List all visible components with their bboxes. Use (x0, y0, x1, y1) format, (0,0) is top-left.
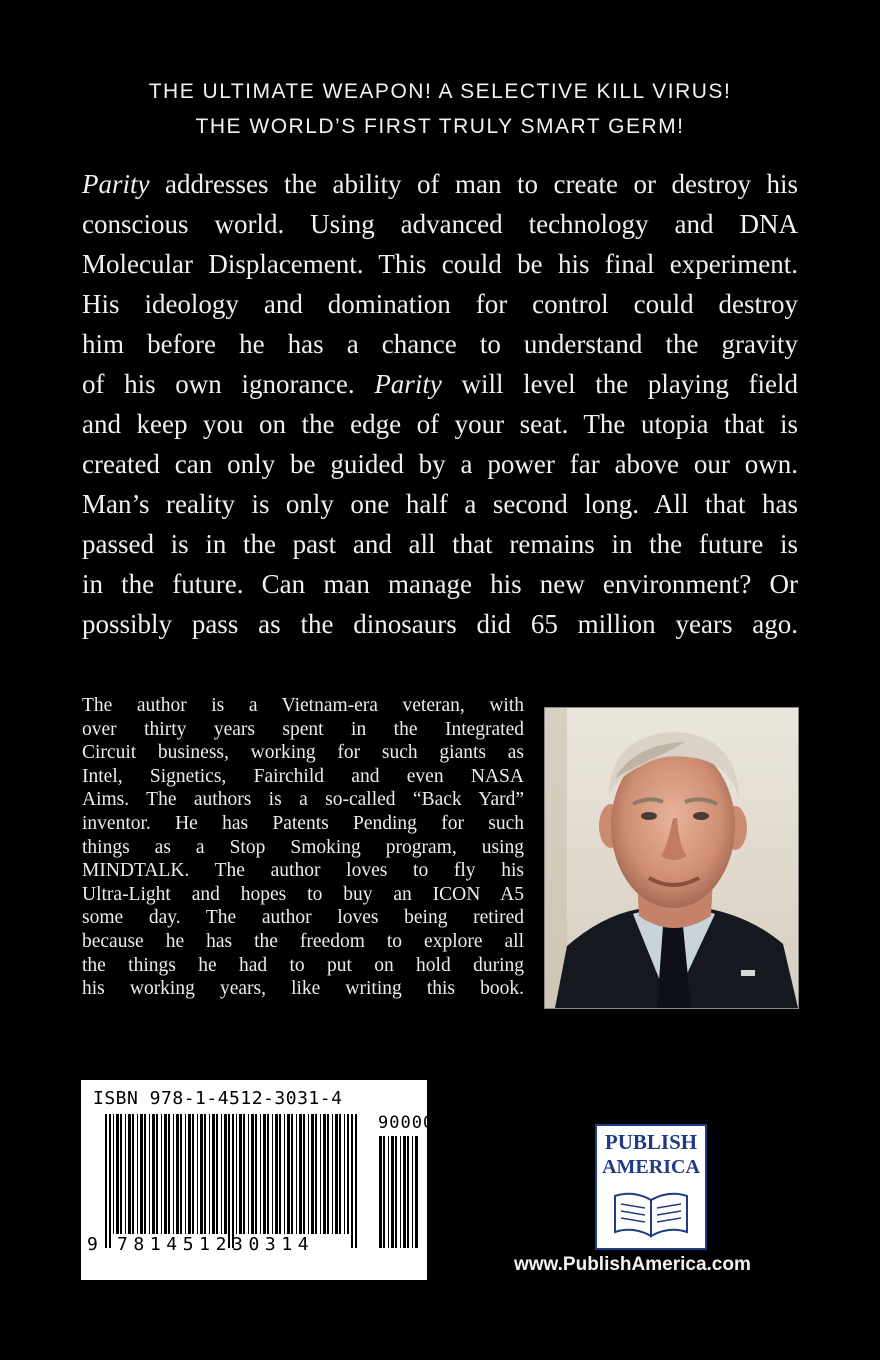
barcode-bar (239, 1114, 242, 1234)
barcode-bar (267, 1114, 269, 1234)
book-title-italic: Parity (374, 369, 442, 399)
publisher-logo (595, 1124, 707, 1250)
open-book-icon (611, 1186, 691, 1240)
barcode-bar (209, 1114, 210, 1234)
barcode-bar (308, 1114, 309, 1234)
barcode-bar (303, 1114, 305, 1234)
barcode-bar (132, 1114, 134, 1234)
price-addon-digits: 90000 (378, 1113, 435, 1133)
blurb-line: possibly pass as the dinosaurs did 65 million years ago. (82, 609, 798, 639)
book-blurb (82, 164, 798, 644)
blurb-line: of his own ignorance. Parity will level the playing field (82, 369, 798, 399)
barcode-bar (197, 1114, 198, 1234)
bio-line: Intel, Signetics, Fairchild and even NASA (82, 765, 524, 787)
barcode-bar (144, 1114, 146, 1234)
barcode-bar (149, 1114, 150, 1234)
barcode-guard-bar (109, 1114, 111, 1248)
bio-line: Ultra-Light and hopes to buy an ICON A5 (82, 883, 524, 905)
blurb-line: Molecular Displacement. This could be his final experiment. (82, 249, 798, 279)
barcode-bar (113, 1114, 114, 1234)
barcode-bar (287, 1114, 290, 1234)
headline-line-1: THE ULTIMATE WEAPON! A SELECTIVE KILL VIRUS! (148, 80, 732, 103)
barcode-bar (379, 1136, 382, 1248)
barcode-bar (291, 1114, 293, 1234)
isbn-label: ISBN 978-1-4512-3031-4 (93, 1088, 343, 1109)
book-title-italic: Parity (82, 169, 150, 199)
barcode-bar (400, 1136, 401, 1248)
bio-line: Aims. The authors is a so-called “Back Yard” (82, 789, 524, 811)
barcode-bar (156, 1114, 158, 1234)
barcode-bar (299, 1114, 302, 1234)
logo-word-publish: PUBLISH (604, 1130, 698, 1154)
barcode-bar (216, 1114, 218, 1234)
blurb-line: His ideology and domination for control could destroy (82, 289, 798, 319)
bio-line: the things he had to put on hold during (82, 954, 524, 976)
barcode-bar (236, 1114, 237, 1234)
barcode-bar (347, 1114, 349, 1234)
ean-first-digit: 9 (87, 1234, 98, 1255)
barcode-bar (344, 1114, 345, 1234)
barcode-bar (260, 1114, 261, 1234)
bio-line: things as a Stop Smoking program, using (82, 836, 524, 858)
isbn-barcode (81, 1080, 435, 1280)
barcode-bar (403, 1136, 406, 1248)
barcode-bar (161, 1114, 162, 1234)
barcode-bar (200, 1114, 203, 1234)
blurb-line: created can only be guided by a power far above our own. (82, 449, 798, 479)
barcode-bar (296, 1114, 297, 1234)
barcode-bar (137, 1114, 138, 1234)
blurb-line: him before he has a chance to understand the gravity (82, 329, 798, 359)
blurb-line: and keep you on the edge of your seat. The utopia that is (82, 409, 798, 439)
barcode-bar (152, 1114, 155, 1234)
barcode-bar (279, 1114, 281, 1234)
bio-line: some day. The author loves being retired (82, 907, 524, 929)
barcode-bar (412, 1136, 413, 1248)
barcode-bar (315, 1114, 317, 1234)
barcode-bar (415, 1136, 418, 1248)
barcode-bar (212, 1114, 215, 1234)
barcode-bar (383, 1136, 385, 1248)
blurb-line: in the future. Can man manage his new environment? Or (82, 569, 798, 599)
barcode-guard-bar (228, 1114, 230, 1248)
author-bio (82, 694, 524, 1001)
barcode-bar (335, 1114, 338, 1234)
blurb-line: conscious world. Using advanced technology and DNA (82, 209, 798, 239)
barcode-bar (176, 1114, 179, 1234)
barcode-bar (391, 1136, 394, 1248)
barcode-bar (327, 1114, 329, 1234)
logo-word-america: AMERICA (602, 1156, 700, 1178)
barcode-bar (164, 1114, 167, 1234)
barcode-bar (407, 1136, 409, 1248)
publisher-url: www.PublishAmerica.com (514, 1254, 751, 1275)
barcode-guard-bar (105, 1114, 107, 1248)
barcode-bar (248, 1114, 249, 1234)
barcode-bar (185, 1114, 186, 1234)
barcode-bar (272, 1114, 273, 1234)
barcode-bar (284, 1114, 285, 1234)
barcode-bar (275, 1114, 278, 1234)
barcode-guard-bar (232, 1114, 234, 1248)
barcode-bar (180, 1114, 182, 1234)
author-portrait-illustration (545, 708, 798, 1008)
bio-line: MINDTALK. The author loves to fly his (82, 860, 524, 882)
barcode-bar (332, 1114, 333, 1234)
bio-line: his working years, like writing this book. (82, 978, 524, 1000)
barcode-bar (116, 1114, 119, 1234)
barcode-bar (188, 1114, 191, 1234)
blurb-line: Man’s reality is only one half a second long. All that has (82, 489, 798, 519)
barcode-bar (323, 1114, 326, 1234)
barcode-bar (263, 1114, 266, 1234)
barcode-bar (388, 1136, 389, 1248)
bio-line: inventor. He has Patents Pending for such (82, 812, 524, 834)
ean-digits: 781451230314 (117, 1234, 315, 1255)
barcode-bar (140, 1114, 143, 1234)
bio-line: The author is a Vietnam-era veteran, with (82, 695, 524, 716)
barcode-guard-bar (355, 1114, 357, 1248)
barcode-bar (173, 1114, 174, 1234)
barcode-bar (128, 1114, 131, 1234)
barcode-bar (320, 1114, 321, 1234)
barcode-bar (125, 1114, 126, 1234)
barcode-guard-bar (351, 1114, 353, 1248)
headline (0, 74, 880, 144)
barcode-bar (255, 1114, 257, 1234)
barcode-bar (224, 1114, 227, 1234)
blurb-line: Parity addresses the ability of man to create or destroy his (82, 169, 798, 199)
barcode-bar (243, 1114, 245, 1234)
barcode-bar (168, 1114, 170, 1234)
blurb-line: passed is in the past and all that remains in the future is (82, 529, 798, 559)
bio-line: Circuit business, working for such giants as (82, 742, 524, 764)
barcode-bar (192, 1114, 194, 1234)
barcode-bar (251, 1114, 254, 1234)
barcode-bar (395, 1136, 397, 1248)
bio-line: over thirty years spent in the Integrated (82, 718, 524, 740)
headline-line-2: THE WORLD’S FIRST TRULY SMART GERM! (195, 115, 685, 138)
barcode-bar (339, 1114, 341, 1234)
author-photo (544, 707, 799, 1009)
barcode-bar (221, 1114, 222, 1234)
barcode-bar (120, 1114, 122, 1234)
bio-line: because he has the freedom to explore all (82, 930, 524, 952)
barcode-bar (204, 1114, 206, 1234)
barcode-bar (311, 1114, 314, 1234)
